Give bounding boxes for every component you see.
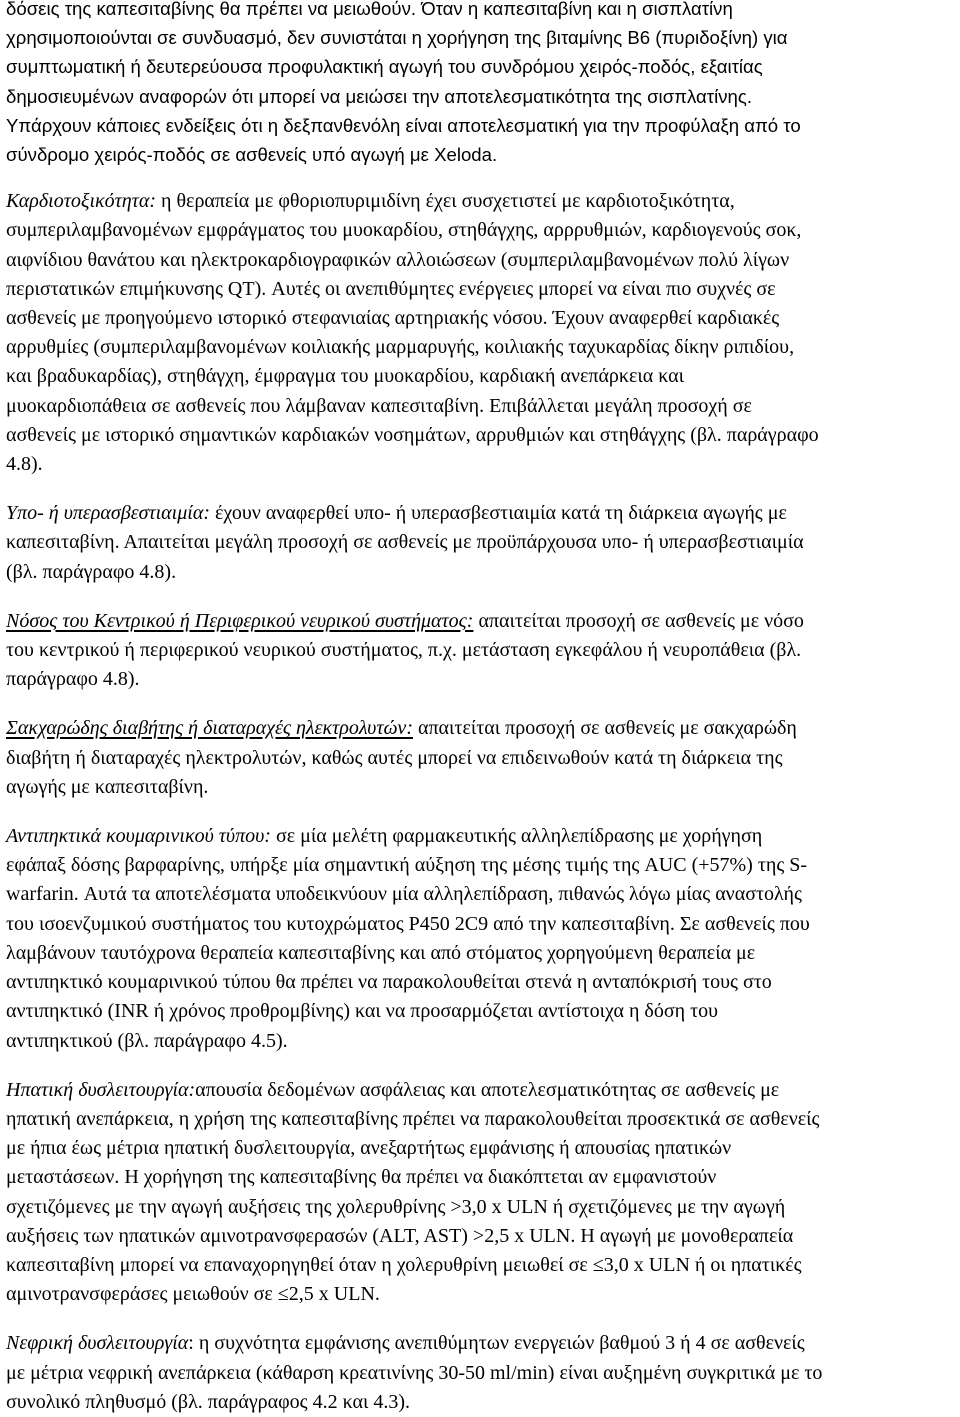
text-line: συμπεριλαμβανομένων εμφράγματος του μυοκαρδίου, στηθάγχης, αρρρυθμιών, καρδιογενούς σοκ, (6, 219, 802, 242)
text-line: καπεσιταβίνη. Απαιτείται μεγάλη προσοχή σε ασθενείς με προϋπάρχουσα υπο- ή υπερασβεστιαιμία (6, 531, 804, 554)
text-line: ασθενείς με ιστορικό σημαντικών καρδιακών νοσημάτων, αρρυθμιών και στηθάγχης (βλ. παράγραφο (6, 423, 819, 446)
text-line: του ισοενζυμικού συστήματος του κυτοχρώματος P450 2C9 από την καπεσιταβίνη. Σε ασθενείς που (6, 912, 810, 935)
text-line: απαιτείται προσοχή σε ασθενείς με νόσο (473, 609, 804, 632)
text-line: δημοσιευμένων αναφορών ότι μπορεί να μειώσει την αποτελεσματικότητα της σισπλατίνης. (6, 85, 753, 107)
text-line: καπεσιταβίνη μπορεί να επαναχορηγηθεί όταν η χολερυθρίνη μειωθεί σε ≤3,0 x ULN ή οι ηπατικές (6, 1253, 802, 1276)
text-line: του κεντρικού ή περιφερικού νευρικού συστήματος, π.χ. μετάσταση εγκεφάλου ή νευροπάθεια (βλ. (6, 639, 802, 662)
text-line: απουσία δεδομένων ασφάλειας και αποτελεσματικότητας σε ασθενείς με (195, 1078, 780, 1101)
text-line: δόσεις της καπεσιταβίνης θα πρέπει να μειωθούν. Όταν η καπεσιταβίνη και η σισπλατίνη (6, 0, 733, 19)
hepatic-heading: Ηπατική δυσλειτουργία: (6, 1078, 196, 1101)
text-line: συμπτωματική ή δευτερεύουσα προφυλακτική αγωγή του συνδρόμου χειρός-ποδός, εξαιτίας (6, 56, 763, 78)
text-line: αμινοτρανσφεράσες μειωθούν σε ≤2,5 x ULN. (6, 1283, 380, 1306)
anticoagulants-heading: Αντιπηκτικά κουμαρινικού τύπου: (6, 825, 271, 848)
calcium-heading: Υπο- ή υπερασβεστιαιμία: (6, 502, 210, 525)
text-line: σε μία μελέτη φαρμακευτικής αλληλεπίδρασης με χορήγηση (270, 825, 763, 848)
text-line: εφάπαξ δόσης βαρφαρίνης, υπήρξε μία σημαντική αύξηση της μέσης τιμής της AUC (+57%) της S- (6, 854, 808, 877)
text-line: ασθενείς με προηγούμενο ιστορικό στεφανιαίας αρτηριακής νόσου. Έχουν αναφερθεί καρδιακές (6, 307, 780, 330)
document-page (6, 0, 954, 1417)
diabetes-paragraph (6, 714, 954, 802)
text-line: συνολικό πληθυσμό (βλ. παράγραφος 4.2 και 4.3). (6, 1390, 411, 1413)
text-line: Υπάρχουν κάποιες ενδείξεις ότι η δεξπανθενόλη είναι αποτελεσματική για την προφύλαξη από το (6, 114, 801, 136)
text-line: περιστατικών επιμήκυνσης QT). Αυτές οι ανεπιθύμητες ενέργειες μπορεί να είναι πιο συχνές σε (6, 277, 776, 300)
nervous-system-paragraph (6, 607, 954, 695)
text-line: : η συχνότητα εμφάνισης ανεπιθύμητων ενεργειών βαθμού 3 ή 4 σε ασθενείς (188, 1332, 805, 1355)
text-line: warfarin. Αυτά τα αποτελέσματα υποδεικνύουν μία αλληλεπίδραση, πιθανώς λόγω μίας αναστολής (6, 883, 802, 906)
text-line: έχουν αναφερθεί υπο- ή υπερασβεστιαιμία κατά τη διάρκεια αγωγής με (210, 502, 787, 525)
text-line: ηπατική ανεπάρκεια, η χρήση της καπεσιταβίνης πρέπει να παρακολουθείται προσεκτικά σε ασθενείς (6, 1107, 820, 1130)
text-line: διαβήτη ή διαταραχές ηλεκτρολυτών, καθώς αυτές μπορεί να επιδεινωθούν κατά τη διάρκεια της (6, 746, 783, 769)
text-line: αιφνίδιου θανάτου και ηλεκτροκαρδιογραφικών αλλοιώσεων (συμπεριλαμβανομένων πολύ λίγων (6, 248, 790, 271)
text-line: σχετιζόμενες με την αγωγή αυξήσεις της χολερυθρίνης >3,0 x ULN ή σχετιζόμενες με την αγωγή (6, 1195, 786, 1218)
anticoagulants-paragraph (6, 822, 954, 1056)
text-line: και βραδυκαρδίας), στηθάγχη, έμφραγμα του μυοκαρδίου, καρδιακή ανεπάρκεια και (6, 365, 685, 388)
text-line: μυοκαρδιοπάθεια σε ασθενείς που λάμβαναν καπεσιταβίνη. Επιβάλλεται μεγάλη προσοχή σε (6, 394, 752, 417)
calcium-paragraph (6, 499, 954, 587)
text-line: λαμβάνουν ταυτόχρονα θεραπεία καπεσιταβίνης και από στόματος χορηγούμενη θεραπεία με (6, 941, 756, 964)
text-line: (βλ. παράγραφο 4.8). (6, 560, 177, 583)
cardiotoxicity-heading: Καρδιοτοξικότητα: (6, 190, 156, 213)
renal-heading: Νεφρική δυσλειτουργία (6, 1332, 189, 1355)
top-paragraph (6, 0, 954, 169)
text-line: μεταστάσεων. Η χορήγηση της καπεσιταβίνης θα πρέπει να διακόπτεται αν εμφανιστούν (6, 1166, 717, 1189)
nervous-system-heading: Νόσος του Κεντρικού ή Περιφερικού νευρικού συστήματος: (6, 609, 474, 632)
text-line: αντιπηκτικό κουμαρινικού τύπου θα πρέπει να παρακολουθείται στενά η ανταπόκρισή τους στο (6, 971, 772, 994)
text-line: με ήπια έως μέτρια ηπατική δυσλειτουργία, ανεξαρτήτως εμφάνισης ή απουσίας ηπατικών (6, 1137, 732, 1160)
text-line: σύνδρομο χειρός-ποδός σε ασθενείς υπό αγωγή με Xeloda. (6, 144, 498, 166)
text-line: η θεραπεία με φθοριοπυριμιδίνη έχει συσχετιστεί με καρδιοτοξικότητα, (156, 190, 735, 213)
diabetes-heading: Σακχαρώδης διαβήτης ή διαταραχές ηλεκτρολυτών: (6, 717, 413, 740)
text-line: αυξήσεις των ηπατικών αμινοτρανσφερασών (ALT, AST) >2,5 x ULN. Η αγωγή με μονοθεραπεία (6, 1224, 794, 1247)
text-line: με μέτρια νεφρική ανεπάρκεια (κάθαρση κρεατινίνης 30-50 ml/min) είναι αυξημένη συγκριτικά με το (6, 1361, 823, 1384)
text-line: αντιπηκτικού (βλ. παράγραφο 4.5). (6, 1029, 288, 1052)
text-line: παράγραφο 4.8). (6, 668, 140, 691)
renal-paragraph (6, 1329, 954, 1417)
cardiotoxicity-paragraph (6, 187, 954, 479)
text-line: απαιτείται προσοχή σε ασθενείς με σακχαρώδη (412, 717, 797, 740)
text-line: αγωγής με καπεσιταβίνη. (6, 775, 209, 798)
text-line: αντιπηκτικό (INR ή χρόνος προθρομβίνης) και να προσαρμόζεται αντίστοιχα η δόση του (6, 1000, 719, 1023)
hepatic-paragraph (6, 1076, 954, 1310)
text-line: χρησιμοποιούνται σε συνδυασμό, δεν συνιστάται η χορήγηση της βιταμίνης Β6 (πυριδοξίνη) για (6, 27, 788, 49)
text-line: 4.8). (6, 453, 43, 476)
text-line: αρρυθμίες (συμπεριλαμβανομένων κοιλιακής μαρμαρυγής, κοιλιακής ταχυκαρδίας δίκην ριπιδίου, (6, 336, 795, 359)
